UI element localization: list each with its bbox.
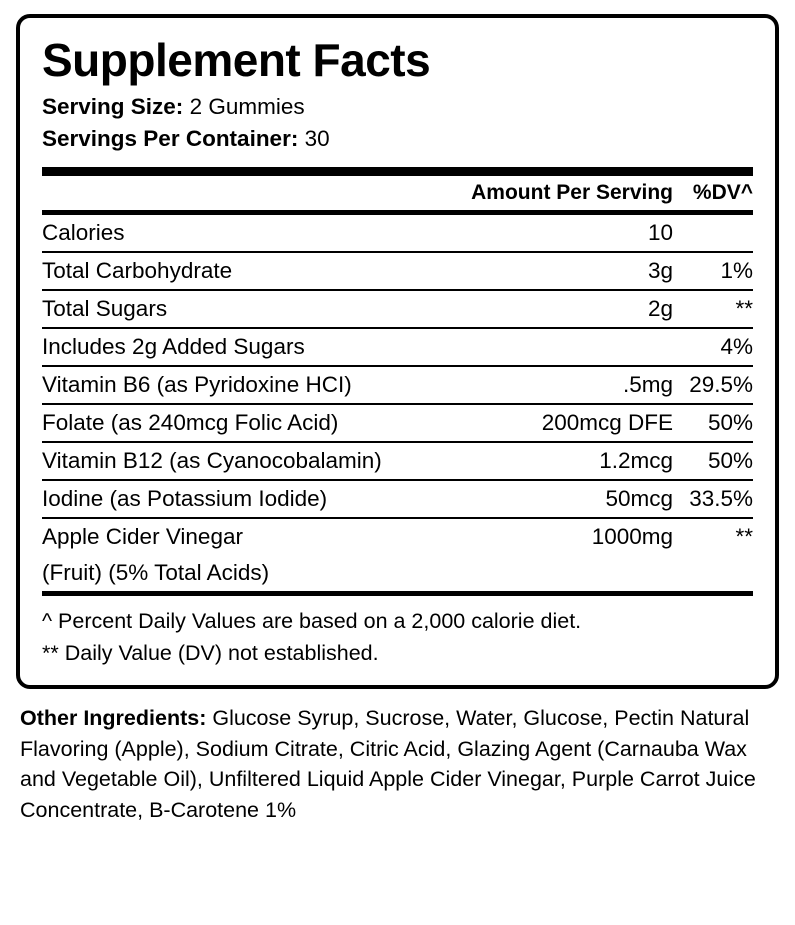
row-amount xyxy=(497,555,673,591)
row-dv xyxy=(673,555,753,591)
serving-size-value: 2 Gummies xyxy=(189,93,305,119)
table-row xyxy=(42,555,753,591)
row-name: Vitamin B6 (as Pyridoxine HCI) xyxy=(42,366,497,404)
other-ingredients-text: Glucose Syrup, Sucrose, Water, Glucose, Pectin Natural Flavoring (Apple), Sodium Citrate, Citric Acid, Glazing Agent (Carnauba Wax and Vegetable Oil), Unfiltered Liquid Apple Cider Vinegar, Purple Carrot Juice Concentrate, B-Carotene 1% xyxy=(20,706,756,822)
servings-per-container-label: Servings Per Container: xyxy=(42,125,299,151)
divider-thick-top xyxy=(42,167,753,176)
servings-per-container-line xyxy=(42,123,753,155)
row-amount: 2g xyxy=(497,290,673,328)
row-dv: 33.5% xyxy=(673,480,753,518)
row-name: Includes 2g Added Sugars xyxy=(42,328,497,366)
row-dv: 4% xyxy=(673,328,753,366)
table-row xyxy=(42,290,753,328)
row-name: Total Sugars xyxy=(42,290,497,328)
row-name: Apple Cider Vinegar xyxy=(42,523,243,549)
table-row xyxy=(42,328,753,366)
footnotes xyxy=(42,596,753,670)
row-amount: 50mcg xyxy=(497,480,673,518)
nutrition-rows xyxy=(42,215,753,591)
row-name: Calories xyxy=(42,215,497,252)
serving-size-line xyxy=(42,91,753,123)
row-name: Vitamin B12 (as Cyanocobalamin) xyxy=(42,442,497,480)
row-amount: 200mcg DFE xyxy=(497,404,673,442)
footnote-percent-daily-value: ^ Percent Daily Values are based on a 2,000 calorie diet. xyxy=(42,608,582,633)
row-amount: 1.2mcg xyxy=(497,442,673,480)
row-amount xyxy=(497,328,673,366)
amount-per-serving-header: Amount Per Serving xyxy=(471,180,673,204)
row-dv: ** xyxy=(735,523,753,549)
table-row xyxy=(42,215,753,252)
table-row xyxy=(42,518,753,555)
table-row xyxy=(42,252,753,290)
page-title: Supplement Facts xyxy=(42,34,431,86)
row-name: Total Carbohydrate xyxy=(42,252,497,290)
row-name: Folate (as 240mcg Folic Acid) xyxy=(42,404,497,442)
other-ingredients xyxy=(16,689,779,825)
table-row xyxy=(42,404,753,442)
footnote-dv-not-established: ** Daily Value (DV) not established. xyxy=(42,640,379,665)
table-header-row xyxy=(42,176,753,210)
row-dv: 50% xyxy=(673,404,753,442)
row-dv: 29.5% xyxy=(673,366,753,404)
serving-size-label: Serving Size: xyxy=(42,93,184,119)
row-amount: 3g xyxy=(497,252,673,290)
row-amount: 1000mg xyxy=(591,523,673,549)
row-name: (Fruit) (5% Total Acids) xyxy=(42,559,270,585)
row-amount: 10 xyxy=(497,215,673,252)
table-row xyxy=(42,442,753,480)
other-ingredients-label: Other Ingredients: xyxy=(20,706,207,731)
row-amount: .5mg xyxy=(497,366,673,404)
servings-per-container-value: 30 xyxy=(304,125,330,151)
row-dv: 50% xyxy=(673,442,753,480)
row-dv: 1% xyxy=(673,252,753,290)
nutrition-table xyxy=(42,176,753,210)
row-name: Iodine (as Potassium Iodide) xyxy=(42,480,497,518)
dv-header: %DV^ xyxy=(692,180,753,204)
row-dv xyxy=(673,215,753,252)
row-dv: ** xyxy=(673,290,753,328)
table-row xyxy=(42,366,753,404)
table-row xyxy=(42,480,753,518)
supplement-facts-panel xyxy=(16,14,779,689)
